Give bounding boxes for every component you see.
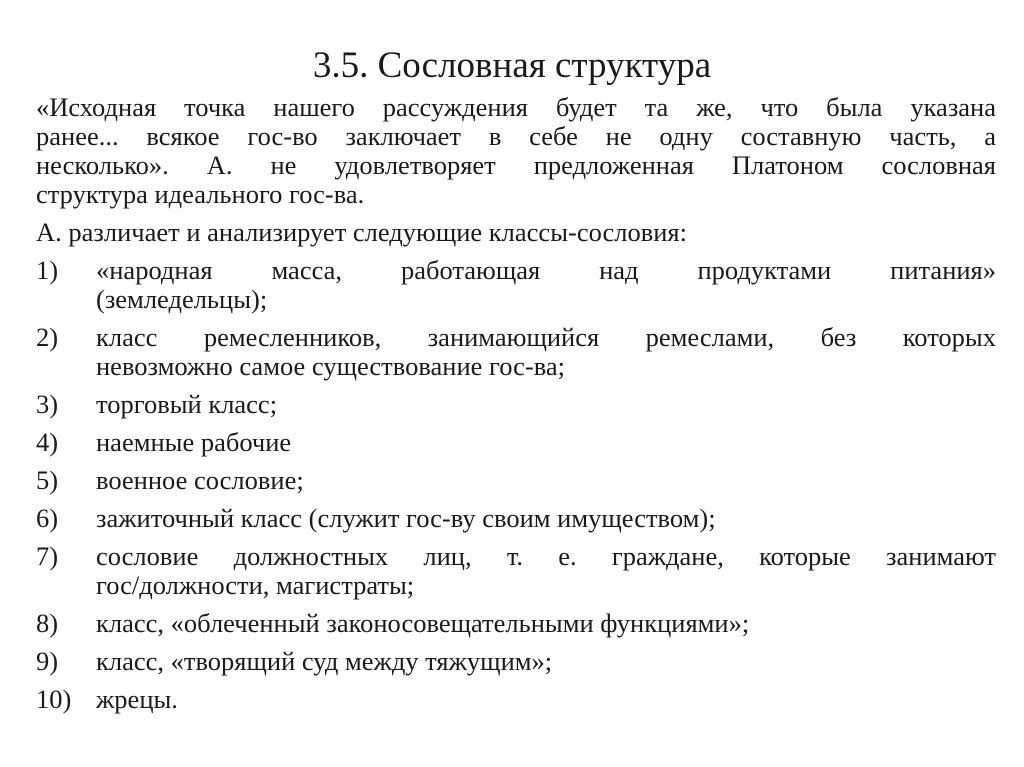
text-line: (земледельцы); — [96, 284, 268, 314]
list-item-number: 3) — [36, 389, 59, 419]
list-item-text — [96, 609, 996, 638]
list-item — [36, 390, 996, 419]
text-line: торговый класс; — [96, 389, 278, 419]
text-line: жрецы. — [96, 684, 178, 714]
text-line: военное сословие; — [96, 465, 304, 495]
list-item — [36, 323, 996, 381]
text-line: сословие должностных лиц, т. е. граждане, которые занимают — [96, 541, 996, 571]
text-line: класс, «творящий суд между тяжущим»; — [96, 646, 553, 676]
list-item-number: 7) — [36, 541, 59, 571]
list-item-number: 5) — [36, 465, 59, 495]
list-item — [36, 685, 996, 714]
list-item-number: 9) — [36, 646, 59, 676]
list-item — [36, 647, 996, 676]
list-item — [36, 609, 996, 638]
text-line: невозможно самое существование гос-ва; — [96, 351, 566, 381]
text-line: «Исходная точка нашего рассуждения будет та же, что была указана — [36, 92, 996, 122]
lead-text: А. различает и анализирует следующие классы-сословия: — [36, 217, 687, 247]
list-item-number: 2) — [36, 322, 59, 352]
text-line: «народная масса, работающая над продуктами питания» — [96, 255, 996, 285]
list-item-text — [96, 256, 996, 314]
list-item-number: 4) — [36, 427, 59, 457]
list-item-text — [96, 390, 996, 419]
list-item-text — [96, 685, 996, 714]
text-line: структура идеального гос-ва. — [36, 179, 365, 209]
list-item — [36, 256, 996, 314]
list-item-number: 6) — [36, 503, 59, 533]
list-item-text — [96, 466, 996, 495]
lead-paragraph — [36, 218, 996, 247]
list-item — [36, 428, 996, 457]
slide-body — [36, 93, 996, 723]
list-item-text — [96, 647, 996, 676]
list-item — [36, 466, 996, 495]
list-item — [36, 504, 996, 533]
text-line: ранее... всякое гос-во заключает в себе не одну составную часть, а — [36, 121, 996, 151]
list-item-number: 8) — [36, 608, 59, 638]
slide-title: 3.5. Сословная структура — [312, 45, 712, 86]
classes-list — [36, 256, 996, 714]
list-item-text — [96, 428, 996, 457]
list-item-text — [96, 504, 996, 533]
text-line: класс ремесленников, занимающийся ремеслами, без которых — [96, 322, 996, 352]
intro-paragraph — [36, 93, 996, 209]
text-line: гос/должности, магистраты; — [96, 570, 415, 600]
text-line: зажиточный класс (служит гос-ву своим имуществом); — [96, 503, 716, 533]
list-item-number: 10) — [36, 684, 72, 714]
text-line: несколько». А. не удовлетворяет предложенная Платоном сословная — [36, 150, 996, 180]
list-item-text — [96, 542, 996, 600]
list-item-text — [96, 323, 996, 381]
text-line: класс, «облеченный законосовещательными функциями»; — [96, 608, 750, 638]
list-item-number: 1) — [36, 255, 59, 285]
list-item — [36, 542, 996, 600]
text-line: наемные рабочие — [96, 427, 292, 457]
